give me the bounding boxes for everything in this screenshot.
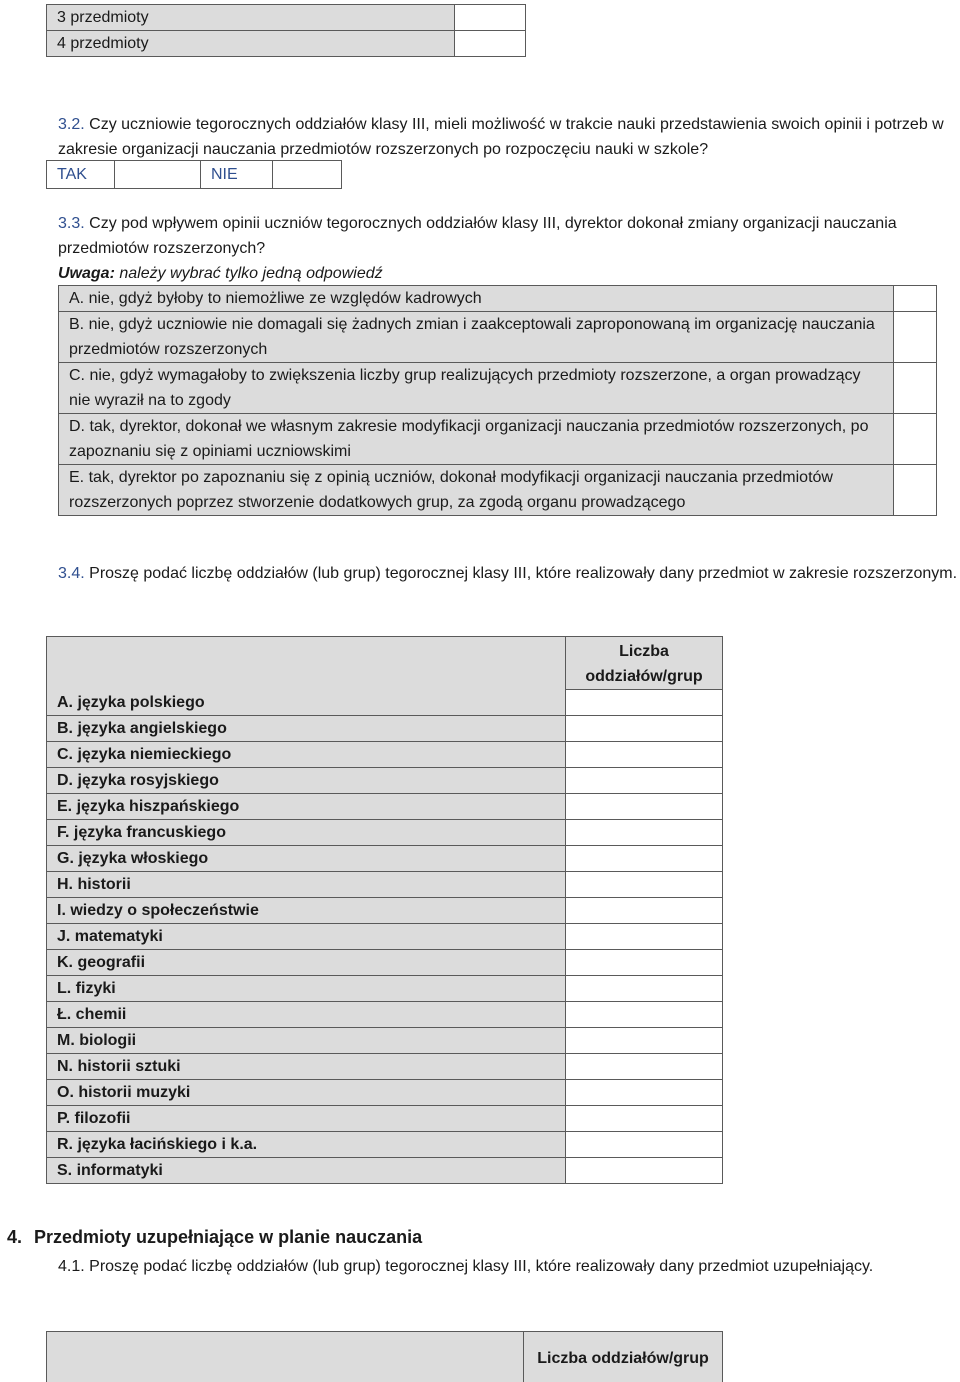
count-input-cell[interactable] (566, 1079, 723, 1105)
section-heading (7, 1224, 422, 1250)
subject-label: H. historii (47, 871, 566, 897)
table-row (47, 690, 723, 716)
yes-checkbox[interactable] (115, 161, 201, 189)
question-3-3 (58, 211, 948, 261)
subject-label: J. matematyki (47, 923, 566, 949)
table-row (47, 1157, 723, 1183)
option-row (59, 286, 937, 312)
option-text: E. tak, dyrektor po zapoznaniu się z opinią uczniów, dokonał modyfikacji organizacji nauczania przedmiotów rozszerzonych poprzez stworzenie dodatkowych grup, za zgodą organu prowadzącego (59, 465, 894, 516)
count-input-cell[interactable] (566, 1053, 723, 1079)
count-input-cell[interactable] (566, 690, 723, 716)
option-row (59, 465, 937, 516)
row-label: 3 przedmioty (47, 5, 455, 31)
note (58, 261, 383, 286)
subject-label: Ł. chemii (47, 1001, 566, 1027)
count-input-cell[interactable] (566, 845, 723, 871)
count-input-cell[interactable] (566, 975, 723, 1001)
count-input-cell[interactable] (566, 1131, 723, 1157)
option-row (59, 414, 937, 465)
header-empty-cell (47, 637, 566, 690)
question-number: 3.2. (58, 116, 85, 133)
option-text: D. tak, dyrektor, dokonał we własnym zakresie modyfikacji organizacji nauczania przedmiotów rozszerzonych, po zapoznaniu się z opiniami uczniowskimi (59, 414, 894, 465)
count-input-cell[interactable] (566, 819, 723, 845)
option-checkbox[interactable] (894, 363, 937, 414)
count-input-cell[interactable] (566, 1105, 723, 1131)
question-number: 3.3. (58, 215, 85, 232)
question-number: 3.4. (58, 565, 85, 582)
subject-label: I. wiedzy o społeczeństwie (47, 897, 566, 923)
row-label: 4 przedmioty (47, 31, 455, 57)
question-number: 4.1. (58, 1258, 85, 1275)
question-text: Czy pod wpływem opinii uczniów tegorocznych oddziałów klasy III, dyrektor dokonał zmiany organizacji nauczania przedmiotów rozszerzonych? (58, 215, 897, 257)
subject-label: G. języka włoskiego (47, 845, 566, 871)
table-row (47, 1131, 723, 1157)
table-row (47, 923, 723, 949)
table-row (47, 871, 723, 897)
note-label: Uwaga: (58, 265, 115, 282)
table-row (47, 1027, 723, 1053)
answer-cell[interactable] (455, 5, 526, 31)
table-row (47, 1001, 723, 1027)
option-text: C. nie, gdyż wymagałoby to zwiększenia liczby grup realizujących przedmioty rozszerzone, a organ prowadzący nie wyraził na to zgody (59, 363, 894, 414)
subject-label: O. historii muzyki (47, 1079, 566, 1105)
table-row (47, 741, 723, 767)
table-row (47, 767, 723, 793)
subject-label: M. biologii (47, 1027, 566, 1053)
table-row (47, 897, 723, 923)
option-checkbox[interactable] (894, 312, 937, 363)
yes-no-table (46, 160, 342, 189)
count-input-cell[interactable] (566, 897, 723, 923)
count-input-cell[interactable] (566, 1001, 723, 1027)
question-text: Proszę podać liczbę oddziałów (lub grup) tegorocznej klasy III, które realizowały dany przedmiot w zakresie rozszerzonym. (89, 565, 958, 582)
count-input-cell[interactable] (566, 923, 723, 949)
option-text: B. nie, gdyż uczniowie nie domagali się żadnych zmian i zaakceptowali zaproponowaną im organizację nauczania przedmiotów rozszerzonych (59, 312, 894, 363)
count-input-cell[interactable] (566, 949, 723, 975)
note-text: należy wybrać tylko jedną odpowiedź (114, 265, 383, 282)
subject-label: F. języka francuskiego (47, 819, 566, 845)
column-header: Liczba oddziałów/grup (524, 1332, 723, 1382)
question-text: Proszę podać liczbę oddziałów (lub grup) tegorocznej klasy III, które realizowały dany przedmiot uzupełniający. (89, 1258, 874, 1275)
option-text: A. nie, gdyż byłoby to niemożliwe ze względów kadrowych (59, 286, 894, 312)
table-header-row (47, 637, 723, 690)
table-row (47, 1079, 723, 1105)
option-checkbox[interactable] (894, 465, 937, 516)
count-input-cell[interactable] (566, 715, 723, 741)
option-row (59, 312, 937, 363)
subject-label: E. języka hiszpańskiego (47, 793, 566, 819)
table-row (47, 5, 526, 31)
count-input-cell[interactable] (566, 793, 723, 819)
option-checkbox[interactable] (894, 286, 937, 312)
subject-label: N. historii sztuki (47, 1053, 566, 1079)
subject-label: P. filozofii (47, 1105, 566, 1131)
count-input-cell[interactable] (566, 741, 723, 767)
table-row (47, 31, 526, 57)
count-input-cell[interactable] (566, 767, 723, 793)
subject-label: K. geografii (47, 949, 566, 975)
no-checkbox[interactable] (273, 161, 342, 189)
header-empty-cell (47, 1332, 524, 1382)
no-label: NIE (201, 161, 273, 189)
subjects-table (46, 636, 723, 1184)
subject-label: D. języka rosyjskiego (47, 767, 566, 793)
question-3-4 (58, 561, 958, 586)
table-row (47, 1053, 723, 1079)
section-number: 4. (7, 1227, 23, 1247)
question-4-1 (58, 1254, 938, 1279)
subject-label: A. języka polskiego (47, 690, 566, 716)
question-text: Czy uczniowie tegorocznych oddziałów klasy III, mieli możliwość w trakcie nauki przedstawienia swoich opinii i potrzeb w zakresie organizacji nauczania przedmiotów rozszerzonych po rozpoczęciu nauki w szkole? (58, 116, 944, 158)
question-3-2 (58, 112, 948, 162)
subject-label: L. fizyki (47, 975, 566, 1001)
subject-label: C. języka niemieckiego (47, 741, 566, 767)
supplementary-table (46, 1331, 723, 1382)
table-row (47, 819, 723, 845)
count-input-cell[interactable] (566, 871, 723, 897)
answer-cell[interactable] (455, 31, 526, 57)
table-row (47, 845, 723, 871)
count-input-cell[interactable] (566, 1157, 723, 1183)
subject-label: B. języka angielskiego (47, 715, 566, 741)
table-row (47, 715, 723, 741)
subject-label: S. informatyki (47, 1157, 566, 1183)
subject-count-table (46, 4, 526, 57)
option-checkbox[interactable] (894, 414, 937, 465)
column-header: Liczba oddziałów/grup (566, 637, 723, 690)
table-row (47, 793, 723, 819)
table-row (47, 1105, 723, 1131)
options-table (58, 285, 937, 516)
option-row (59, 363, 937, 414)
yes-label: TAK (47, 161, 115, 189)
section-title: Przedmioty uzupełniające w planie nauczania (34, 1227, 423, 1247)
table-row (47, 949, 723, 975)
count-input-cell[interactable] (566, 1027, 723, 1053)
table-row (47, 975, 723, 1001)
table-header-row (47, 1332, 723, 1382)
subject-label: R. języka łacińskiego i k.a. (47, 1131, 566, 1157)
